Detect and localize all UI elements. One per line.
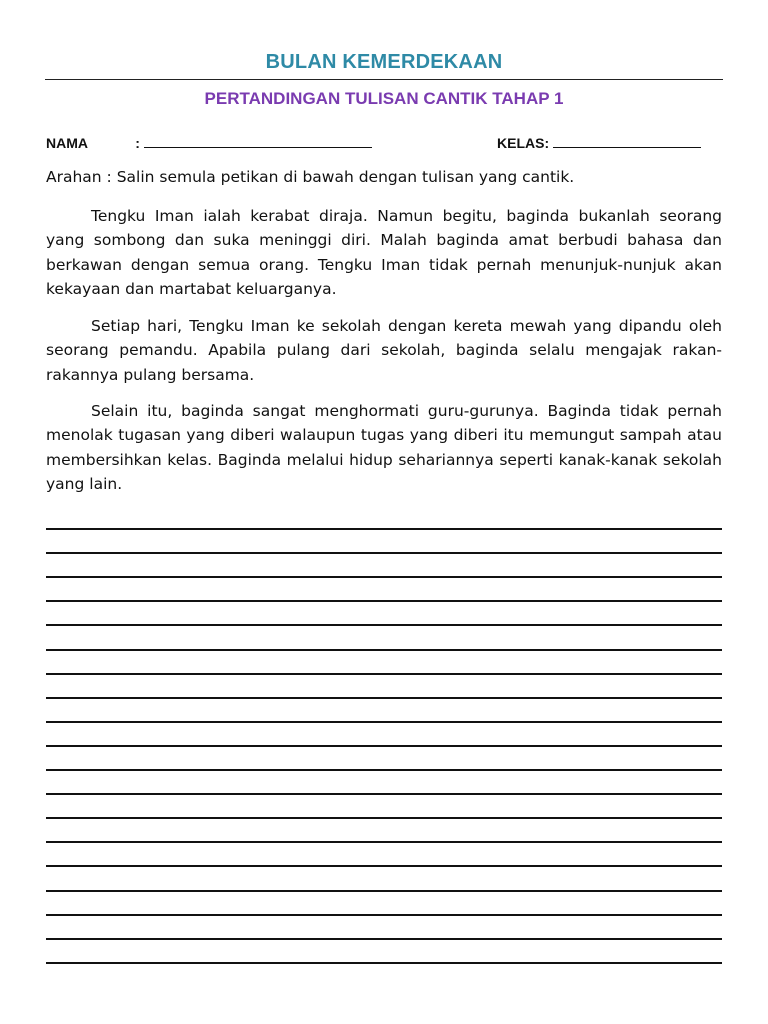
- writing-line[interactable]: [46, 745, 722, 747]
- name-label: NAMA: [46, 135, 88, 151]
- writing-line[interactable]: [46, 673, 722, 675]
- writing-line[interactable]: [46, 576, 722, 578]
- writing-line[interactable]: [46, 769, 722, 771]
- writing-line[interactable]: [46, 914, 722, 916]
- writing-line[interactable]: [46, 962, 722, 964]
- page-title: BULAN KEMERDEKAAN: [265, 51, 503, 73]
- writing-line[interactable]: [46, 721, 722, 723]
- class-field[interactable]: [497, 133, 701, 151]
- name-field[interactable]: [46, 133, 372, 151]
- paragraph-1: Tengku Iman ialah kerabat diraja. Namun begitu, baginda bukanlah seorang yang sombong dan suka meninggi diri. Malah baginda amat berbudi bahasa dan berkawan dengan semua orang. Tengku Iman tidak pernah menunjuk-nunjuk akan kekayaan dan martabat keluarganya.: [46, 207, 722, 298]
- writing-line[interactable]: [46, 841, 722, 843]
- writing-line[interactable]: [46, 528, 722, 530]
- writing-line[interactable]: [46, 600, 722, 602]
- writing-line[interactable]: [46, 938, 722, 940]
- writing-line[interactable]: [46, 552, 722, 554]
- writing-line[interactable]: [46, 624, 722, 626]
- page-subtitle: PERTANDINGAN TULISAN CANTIK TAHAP 1: [204, 89, 564, 108]
- name-blank[interactable]: [144, 133, 372, 148]
- paragraph-2: Setiap hari, Tengku Iman ke sekolah dengan kereta mewah yang dipandu oleh seorang pemandu. Apabila pulang dari sekolah, baginda selalu mengajak rakan-rakannya pulang bersama.: [46, 317, 722, 384]
- writing-line[interactable]: [46, 793, 722, 795]
- instruction-text: Arahan : Salin semula petikan di bawah dengan tulisan yang cantik.: [46, 168, 575, 186]
- writing-line[interactable]: [46, 817, 722, 819]
- writing-line[interactable]: [46, 890, 722, 892]
- paragraph-3: Selain itu, baginda sangat menghormati guru-gurunya. Baginda tidak pernah menolak tugasan yang diberi walaupun tugas yang diberi itu memungut sampah atau membersihkan kelas. Baginda melalui hidup sehariannya seperti kanak-kanak sekolah yang lain.: [46, 402, 722, 493]
- writing-line[interactable]: [46, 649, 722, 651]
- class-blank[interactable]: [553, 133, 701, 148]
- writing-line[interactable]: [46, 865, 722, 867]
- writing-line[interactable]: [46, 697, 722, 699]
- title-divider: [45, 79, 723, 80]
- name-colon: :: [135, 135, 140, 151]
- class-label: KELAS:: [497, 135, 550, 151]
